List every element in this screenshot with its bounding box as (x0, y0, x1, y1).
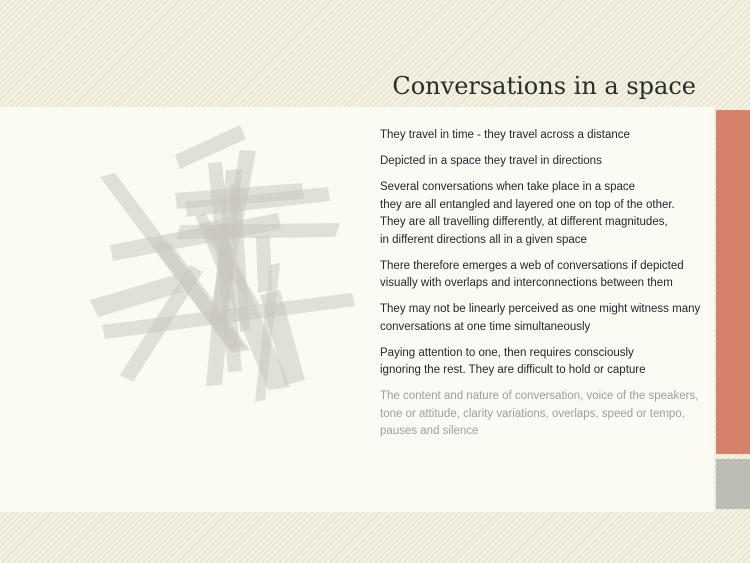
accent-bar-orange (716, 110, 750, 454)
body-text (380, 127, 710, 449)
paragraph: They travel in time - they travel across a distance (380, 129, 630, 141)
paragraph: There therefore emerges a web of conversations if depicted visually with overlaps and interconnections between them (380, 259, 684, 289)
conversation-web-illustration (80, 125, 365, 415)
accent-bar-gray (716, 459, 750, 509)
page-title: Conversations in a space (392, 72, 696, 100)
paragraph: Depicted in a space they travel in directions (380, 155, 602, 167)
art-bar (175, 125, 246, 169)
paragraph: Several conversations when take place in a space they are all entangled and layered one on top of the other. They are all travelling differently, at different magnitudes, in different directions all in a given space (380, 181, 675, 246)
footnote: The content and nature of conversation, voice of the speakers, tone or attitude, clarity variations, overlaps, speed or tempo, pauses and silence (380, 390, 699, 437)
paragraph: Paying attention to one, then requires consciously ignoring the rest. They are difficult to hold or capture (380, 346, 646, 376)
art-bar (256, 235, 272, 293)
paragraph: They may not be linearly perceived as one might witness many conversations at one time simultaneously (380, 303, 701, 333)
